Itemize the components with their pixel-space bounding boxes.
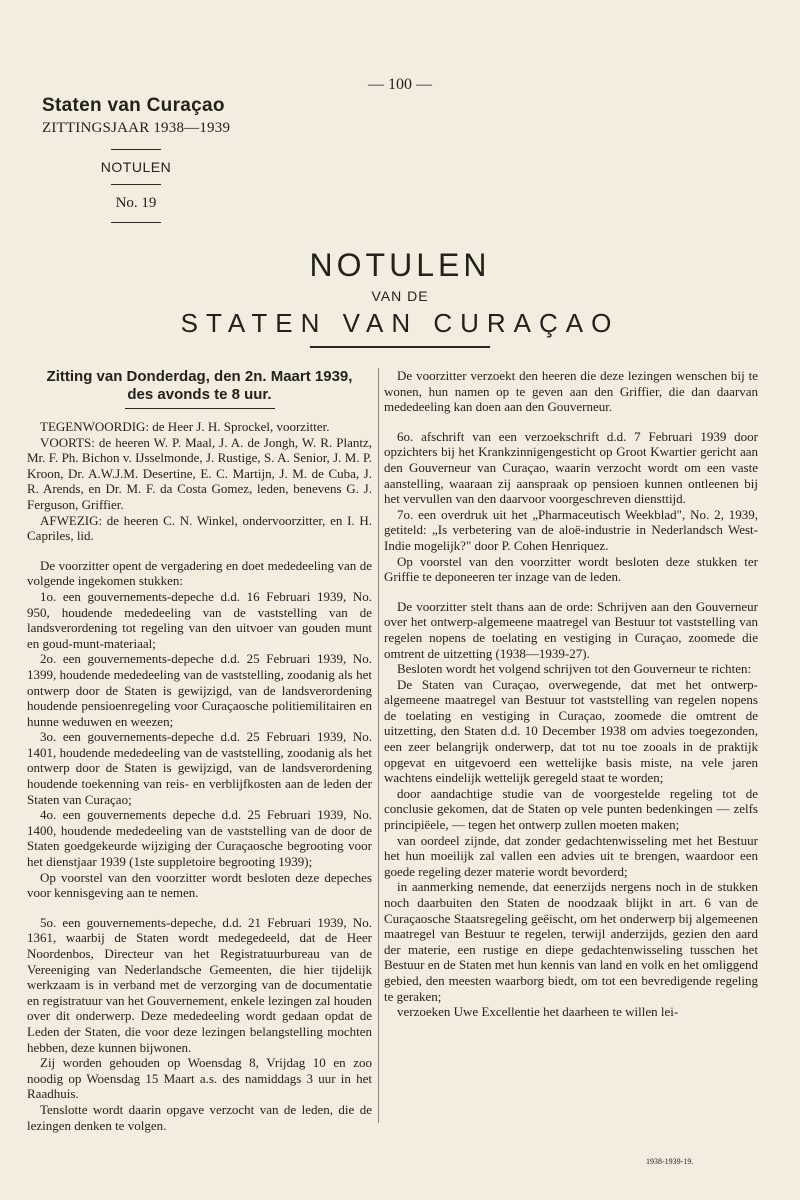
masthead-block (80, 149, 192, 223)
paragraph: 4o. een gouvernements depeche d.d. 25 Februari 1939, No. 1400, houdende mededeeling van de vaststelling van de door de Staten goedgekeurde wijziging der Curaçaosche begrooting voor het dienstjaar 1939 (1ste suppletoire begrooting 1939); (27, 807, 372, 870)
paragraph: TEGENWOORDIG: de Heer J. H. Sprockel, voorzitter. (40, 419, 330, 434)
footer-reference: 1938-1939-19. (646, 1157, 694, 1166)
right-column (384, 368, 758, 1020)
session-year: ZITTINGSJAAR 1938—1939 (42, 120, 231, 136)
column-divider (378, 368, 379, 1123)
main-title-connector: VAN DE (371, 288, 429, 304)
paragraph: VOORTS: de heeren W. P. Maal, J. A. de Jongh, W. R. Plantz, Mr. F. Ph. Bichon v. IJsselmonde, J. Rustige, S. A. Senior, J. M. P. Kroon, Dr. A.W.J.M. Desertine, E. C. Martijn, J. M. de Cuba, J. R. Arends, en Dr. M. F. da Costa Gomez, leden, benevens G. J. Ferguson, Griffier. (27, 434, 372, 512)
masthead (40, 95, 300, 223)
paragraph: Zij worden gehouden op Woensdag 8, Vrijdag 10 en zoo noodig op Woensdag 15 Maart a.s. des namiddags 3 uur in het Raadhuis. (27, 1055, 372, 1102)
sitting-heading-line: des avonds te 8 uur. (127, 386, 272, 403)
paragraph: 2o. een gouvernements-depeche d.d. 25 Februari 1939, No. 1399, houdende mededeeling van de vaststelling, zoodanig als het ontwerp door de Staten is gewijzigd, van de landsverordening houdende pensioenregeling voor Curaçaosche politiemilitairen en hunne weduwen en weezen; (27, 651, 372, 729)
paragraph: De voorzitter stelt thans aan de orde: Schrijven aan den Gouverneur over het ontwerp-algemeene maatregel van Bestuur tot vaststelling van regelen nopens de toelating en vestiging in Curaçao, zoomede die omtrent de uitzetting (1938—1939-27). (384, 598, 758, 661)
paragraph: Tenslotte wordt daarin opgave verzocht van de leden, die de lezingen denken te volgen. (27, 1101, 372, 1133)
main-title-body: STATEN VAN CURAÇAO (180, 308, 620, 338)
paragraph: 3o. een gouvernements-depeche d.d. 25 Februari 1939, No. 1401, houdende mededeeling van de vaststelling, zoodanig als het ontwerp door de Staten is gewijzigd, van de landsverordening houdende toekenning van reis- en verblijfkosten aan de leden der Staten van Curaçao; (27, 729, 372, 807)
paragraph: 7o. een overdruk uit het „Pharmaceutisch Weekblad", No. 2, 1939, getiteld: „Is verbetering van de aloë-industrie in Nederlandsch West-Indie mogelijk?" door P. Cohen Henriquez. (384, 506, 758, 553)
paragraph: door aandachtige studie van de voorgestelde regeling tot de conclusie gekomen, dat de Staten op vele punten bedenkingen — zelfs principiëele, — tegen het ontwerp zullen moeten maken; (384, 785, 758, 833)
paragraph: Besloten wordt het volgend schrijven tot den Gouverneur te richten: (397, 661, 752, 677)
paragraph: Op voorstel van den voorzitter wordt besloten deze depeches voor kennisgeving aan te nemen. (27, 869, 372, 901)
paragraph: De voorzitter verzoekt den heeren die deze lezingen wenschen bij te wonen, hun namen op te geven aan den Griffier, die dan daarvan mededeeling kan doen aan den Gouverneur. (384, 368, 758, 415)
paragraph: De voorzitter opent de vergadering en doet mededeeling van de volgende ingekomen stukken: (27, 557, 372, 589)
sitting-rule (125, 408, 275, 409)
paragraph: 1o. een gouvernements-depeche d.d. 16 Februari 1939, No. 950, houdende mededeeling van de vaststelling van de landsverordening tot regeling van den uitvoer van gouden munt en goud-munt-materiaal; (27, 588, 372, 651)
left-column (27, 368, 372, 1133)
paragraph: De Staten van Curaçao, overwegende, dat met het ontwerp-algemeene maatregel van Bestuur tot vaststelling van regelen nopens de toelating en vestiging in Curaçao, zoomede die omtrent de uitzetting, den Staten d.d. 10 December 1938 om advies toegezonden, een zeer belangrijk onderwerp, dat tot nu toe zooals in de praktijk opgevat en uitgevoerd een wettelijke basis miste, na vele jaren wachtens eindelijk wettelijk geregeld staat te worden; (384, 676, 758, 786)
main-title: NOTULEN (309, 247, 491, 283)
paragraph: van oordeel zijnde, dat zonder gedachtenwisseling met het Bestuur het hun moeilijk zal vallen een advies uit te brengen, waardoor een goede regeling dezer materie wordt bevorderd; (384, 832, 758, 879)
paragraph: 6o. afschrift van een verzoekschrift d.d. 7 Februari 1939 door opzichters bij het Krankzinnigengesticht op Groot Kwartier gericht aan den Gouverneur van Curaçao, waarin verzocht wordt om een vaste aanstelling, waaraan zij aanspraak op pensioen kunnen ontleenen bij het vervullen van den daarvoor voorgeschreven diensttijd. (384, 428, 758, 507)
page-number: — 100 — (368, 76, 432, 93)
paragraph: verzoeken Uwe Excellentie het daarheen te willen lei- (397, 1004, 679, 1020)
masthead-rule (111, 222, 161, 223)
paragraph: Op voorstel van den voorzitter wordt besloten deze stukken ter Griffie te deponeeren ter inzage van de leden. (384, 553, 758, 585)
paragraph: in aanmerking nemende, dat eenerzijds nergens noch in de stukken noch daarbuiten den Staten de noodzaak blijkt in art. 6 van de Curaçaosche Staatsregeling geëischt, om het onderwerp bij algemeenen maatregel van Bestuur te regelen, terwijl anderzijds, gezien den aard der materie, een rustige en diepe gedachtenwisseling tusschen het Bestuur en de Staten met hun kennis van land en volk en het omliggend gebied, den meesten waarborg biedt, om tot een bevredigende regeling te geraken; (384, 879, 758, 1004)
sitting-heading (27, 368, 372, 404)
masthead-rule (111, 149, 161, 150)
paragraph: AFWEZIG: de heeren C. N. Winkel, ondervoorzitter, en I. H. Capriles, lid. (27, 512, 372, 544)
sitting-heading-line: Zitting van Donderdag, den 2n. Maart 1939, (46, 368, 353, 385)
paragraph: 5o. een gouvernements-depeche, d.d. 21 Februari 1939, No. 1361, waarbij de Staten wordt medegedeeld, dat de Heer Noordenbos, Directeur van het Registratuurbureau van de Vereeniging van Nederlandsche Gemeenten, die hier tijdelijk werkzaam is in verband met de verzorging van de documentatie en registratuur van het Gouvernement, enkele lezingen zal houden over dit onderwerp. Deze mededeeling wordt gedaan opdat de Leden der Staten, die voor deze lezingen belangstelling mochten hebben, deze kunnen bijwonen. (27, 914, 372, 1055)
masthead-title: Staten van Curaçao (42, 95, 225, 116)
masthead-rule (111, 184, 161, 185)
section-label: NOTULEN (100, 159, 172, 175)
issue-number: No. 19 (115, 195, 157, 211)
title-rule (310, 346, 490, 348)
